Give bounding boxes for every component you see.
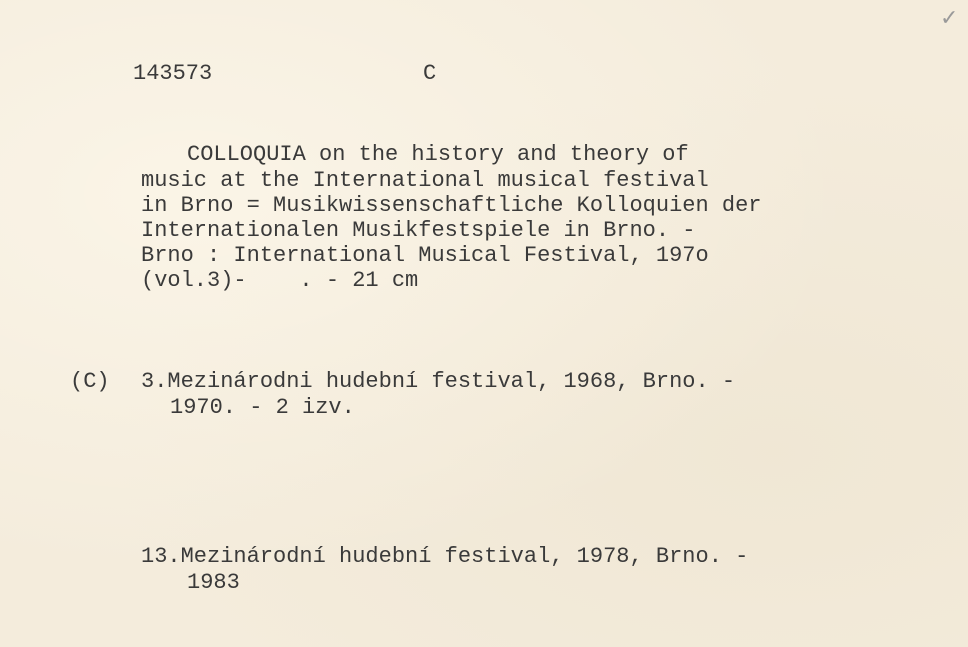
entry-line: in Brno = Musikwissenschaftliche Kolloquien der bbox=[141, 193, 762, 218]
holdings-line: 3.Mezinárodni hudební festival, 1968, Brno. - bbox=[141, 369, 736, 394]
class-letter: C bbox=[423, 61, 437, 86]
entry-line: Internationalen Musikfestspiele in Brno. - bbox=[141, 218, 696, 243]
holdings-line: 1983 bbox=[187, 570, 240, 595]
holdings-marker: (C) bbox=[70, 369, 110, 394]
entry-line: music at the International musical festival bbox=[141, 168, 709, 193]
holdings-line: 1970. - 2 izv. bbox=[170, 395, 355, 420]
entry-line: Brno : International Musical Festival, 197o bbox=[141, 243, 709, 268]
holdings-line: 13.Mezinárodní hudební festival, 1978, Brno. - bbox=[141, 544, 749, 569]
check-mark: ✓ bbox=[940, 6, 959, 31]
entry-line: (vol.3)- . - 21 cm bbox=[141, 268, 419, 293]
entry-line: COLLOQUIA on the history and theory of bbox=[187, 142, 689, 167]
call-number: 143573 bbox=[133, 61, 213, 86]
